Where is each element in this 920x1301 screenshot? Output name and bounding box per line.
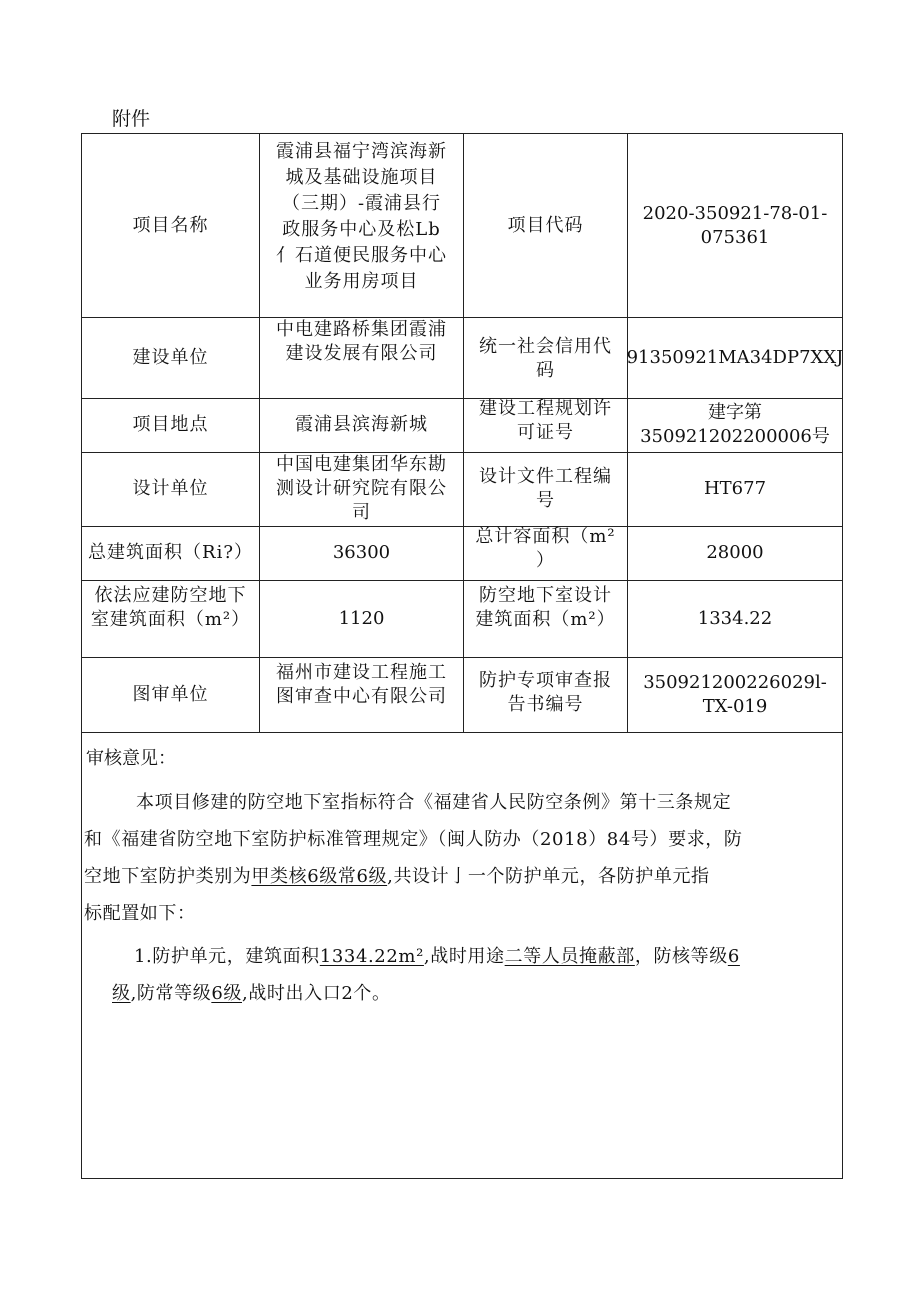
- review-unit-label: 图审单位: [132, 683, 209, 705]
- credit-code-value: 91350921MA34DP7XXJ: [626, 346, 844, 368]
- review-paragraph-2: 1.防护单元，建筑面积1334.22m²,战时用途二等人员掩蔽部，防核等级6 级,防常等级6级,战时出入口2个。: [112, 946, 740, 1004]
- location-label: 项目地点: [132, 414, 209, 435]
- project-code-label: 项目代码: [507, 214, 584, 236]
- row-divider: [82, 732, 842, 733]
- credit-code-label: 统一社会信用代 码: [479, 336, 612, 381]
- design-no-label: 设计文件工程编 号: [479, 466, 612, 511]
- total-area-value: 36300: [332, 542, 391, 563]
- design-no-value: HT677: [703, 478, 767, 499]
- project-name-value: 霞浦县福宁湾滨海新 城及基础设施项目 （三期）-霞浦县行 政服务中心及松Lb 亻石道便民服务中心 业务用房项目: [276, 141, 447, 292]
- report-no-label: 防护专项审查报 告书编号: [479, 670, 612, 715]
- design-shelter-area-label: 防空地下室设计 建筑面积（m²）: [475, 585, 616, 630]
- review-title: 审核意见：: [86, 748, 176, 769]
- project-code-value: 2020-350921-78-01- 075361: [642, 202, 828, 248]
- location-value: 霞浦县滨海新城: [295, 414, 428, 435]
- builder-value: 中电建路桥集团霞浦 建设发展有限公司: [276, 319, 447, 364]
- design-shelter-area-value: 1334.22: [697, 607, 773, 629]
- builder-label: 建设单位: [132, 346, 209, 368]
- review-paragraph-1: 本项目修建的防空地下室指标符合《福建省人民防空条例》第十三条规定 和《福建省防空地下室防护标准管理规定》（闽人防办（2018）84号）要求，防 空地下室防护类别为甲类核6级常6级,共设计亅一个防护单元，各防护单元指 标配置如下：: [84, 792, 743, 924]
- designer-label: 设计单位: [132, 478, 209, 499]
- project-name-label: 项目名称: [132, 214, 209, 236]
- permit-label: 建设工程规划许 可证号: [479, 398, 612, 443]
- attachment-label: 附件: [112, 108, 151, 130]
- plot-area-label: 总计容面积（m² ）: [475, 526, 616, 571]
- total-area-label: 总建筑面积（Ri?）: [88, 542, 253, 563]
- permit-value: 建字第 350921202200006号: [640, 402, 830, 447]
- approval-table: [81, 133, 843, 1179]
- required-shelter-area-label: 依法应建防空地下 室建筑面积（m²）: [90, 585, 251, 630]
- plot-area-value: 28000: [706, 542, 764, 563]
- report-no-value: 350921200226029l- TX-019: [643, 671, 827, 717]
- designer-value: 中国电建集团华东勘 测设计研究院有限公 司: [276, 454, 447, 523]
- required-shelter-area-value: 1120: [338, 607, 385, 629]
- review-unit-value: 福州市建设工程施工 图审查中心有限公司: [276, 662, 447, 707]
